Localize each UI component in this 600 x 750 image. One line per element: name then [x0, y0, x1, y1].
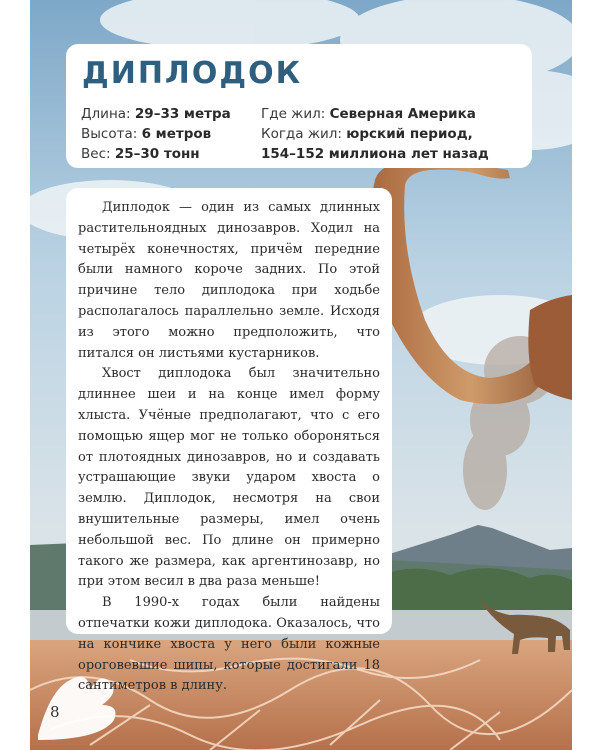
facts-right [261, 104, 489, 164]
fact-label: Длина: [81, 106, 131, 122]
paragraph: Хвост диплодока был значительно длиннее шеи и на конце имел форму хлыста. Учёные предполагают, что с его помощью ящер мог не только обороняться от плотоядных динозавров, но и создавать устрашающие звуки ударом хвоста о землю. Диплодок, несмотря на свои внушительные размеры, имел очень небольшой вес. По длине он примерно такого же размера, как аргентинозавр, но при этом весил в два раза меньше! [78, 366, 380, 590]
fact-when-continued [261, 144, 489, 164]
text-card [66, 188, 392, 694]
fact-label: Когда жил: [261, 126, 342, 142]
paragraph: Диплодок — один из самых длинных растительноядных динозавров. Ходил на четырёх конечностях, причём передние были намного короче задних. По этой причине тело диплодока при ходьбе располагалось параллельно земле. Исходя из этого можно предположить, что питался он листьями кустарников. [78, 200, 380, 361]
page-title: ДИПЛОДОК [82, 56, 303, 91]
fact-value: юрский период, [346, 126, 473, 142]
fact-label: Где жил: [261, 106, 326, 122]
paragraph: В 1990-х годах были найдены отпечатки кожи диплодока. Оказалось, что на кончике хвоста у него были кожные ороговевшие шипы, которые достигали 18 сантиметров в длину. [78, 595, 380, 694]
fact-value: 154–152 миллиона лет назад [261, 146, 489, 162]
fact-value: 25–30 тонн [114, 146, 200, 162]
diplodocus-body [528, 295, 572, 400]
info-card [66, 44, 532, 168]
page-number: 8 [50, 703, 60, 721]
fact-height [81, 124, 231, 144]
fact-label: Высота: [81, 126, 138, 142]
facts-left [81, 104, 231, 164]
fact-value: Северная Америка [329, 106, 476, 122]
fact-where [261, 104, 489, 124]
fact-weight [81, 144, 231, 164]
fact-length [81, 104, 231, 124]
fact-value: 29–33 метра [134, 106, 231, 122]
fact-label: Вес: [81, 146, 111, 162]
fact-when [261, 124, 489, 144]
body-text [78, 198, 380, 697]
book-page [30, 0, 572, 750]
fact-value: 6 метров [141, 126, 212, 142]
